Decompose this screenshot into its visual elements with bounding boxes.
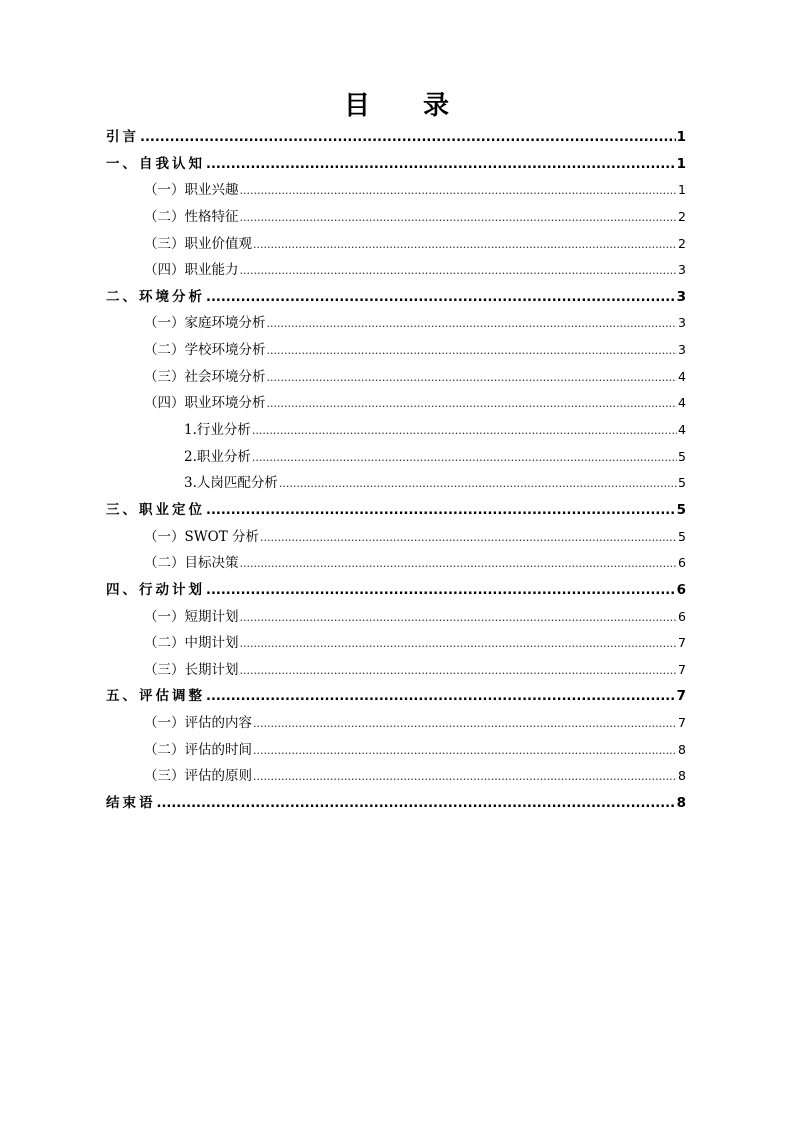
toc-entry-page-number: 3 — [676, 288, 686, 305]
table-of-contents — [106, 124, 686, 817]
toc-entry-label: 四、行动计划 — [106, 581, 205, 598]
toc-entry-level1[interactable] — [106, 683, 686, 710]
dot-leader — [240, 178, 678, 205]
toc-entry-page-number: 7 — [678, 635, 686, 651]
toc-entry-level1[interactable] — [106, 497, 686, 524]
toc-entry-label: （二）学校环境分析 — [144, 342, 266, 359]
toc-entry-page-number: 2 — [678, 235, 686, 251]
page-title: 目 录 — [343, 91, 472, 121]
toc-entry-level2[interactable] — [106, 337, 686, 364]
toc-entry-page-number: 1 — [676, 129, 686, 145]
toc-entry-label: 1.行业分析 — [184, 422, 251, 439]
dot-leader — [253, 764, 677, 791]
toc-entry-page-number: 4 — [678, 395, 686, 411]
dot-leader — [206, 152, 676, 179]
toc-entry-level2[interactable] — [106, 257, 686, 284]
dot-leader — [206, 578, 676, 605]
toc-entry-level1[interactable] — [106, 284, 686, 311]
toc-entry-label: （一）SWOT 分析 — [144, 528, 259, 545]
toc-entry-level2[interactable] — [106, 231, 686, 258]
toc-entry-page-number: 5 — [678, 448, 686, 464]
toc-entry-page-number: 1 — [678, 182, 686, 198]
toc-entry-level3[interactable] — [106, 470, 686, 497]
toc-entry-page-number: 2 — [678, 208, 686, 224]
toc-entry-label: （一）职业兴趣 — [144, 182, 239, 199]
dot-leader — [260, 525, 677, 552]
toc-entry-page-number: 8 — [678, 741, 686, 757]
toc-entry-label: 五、评估调整 — [106, 688, 205, 705]
dot-leader — [267, 338, 678, 365]
toc-entry-level3[interactable] — [106, 444, 686, 471]
toc-entry-level1[interactable] — [106, 124, 686, 151]
toc-entry-page-number: 3 — [678, 315, 686, 331]
toc-entry-page-number: 3 — [678, 262, 686, 278]
dot-leader — [240, 258, 678, 285]
toc-entry-label: （四）职业环境分析 — [144, 395, 266, 412]
toc-entry-label: 一、自我认知 — [106, 155, 205, 172]
toc-entry-page-number: 4 — [678, 368, 686, 384]
dot-leader — [267, 365, 678, 392]
toc-entry-page-number: 8 — [678, 768, 686, 784]
toc-entry-page-number: 5 — [678, 528, 686, 544]
toc-entry-level1[interactable] — [106, 151, 686, 178]
toc-entry-level1[interactable] — [106, 790, 686, 817]
dot-leader — [240, 631, 678, 658]
toc-entry-page-number: 1 — [676, 155, 686, 172]
toc-entry-page-number: 8 — [676, 795, 686, 812]
toc-entry-page-number: 7 — [678, 715, 686, 731]
dot-leader — [253, 711, 677, 738]
toc-entry-label: （四）职业能力 — [144, 262, 239, 279]
toc-entry-label: （一）评估的内容 — [144, 715, 252, 732]
toc-entry-label: （二）中期计划 — [144, 635, 239, 652]
toc-entry-level2[interactable] — [106, 550, 686, 577]
toc-entry-level3[interactable] — [106, 417, 686, 444]
dot-leader — [252, 418, 677, 445]
toc-entry-label: （一）短期计划 — [144, 608, 239, 625]
toc-entry-label: （二）性格特征 — [144, 208, 239, 225]
toc-entry-page-number: 6 — [678, 555, 686, 571]
toc-entry-page-number: 5 — [676, 501, 686, 518]
toc-entry-level2[interactable] — [106, 737, 686, 764]
dot-leader — [206, 498, 676, 525]
toc-entry-page-number: 4 — [678, 422, 686, 438]
dot-leader — [240, 658, 678, 685]
dot-leader — [253, 232, 677, 259]
toc-entry-label: 三、职业定位 — [106, 501, 205, 518]
toc-entry-label: 引言 — [106, 129, 139, 145]
toc-entry-level2[interactable] — [106, 710, 686, 737]
toc-entry-level2[interactable] — [106, 630, 686, 657]
toc-entry-level1[interactable] — [106, 577, 686, 604]
toc-entry-label: 结束语 — [106, 795, 156, 812]
toc-entry-label: 3.人岗匹配分析 — [184, 475, 278, 492]
dot-leader — [240, 205, 678, 232]
toc-entry-label: （二）评估的时间 — [144, 741, 252, 758]
toc-entry-page-number: 5 — [678, 475, 686, 491]
toc-entry-page-number: 6 — [678, 608, 686, 624]
dot-leader — [252, 445, 677, 472]
toc-entry-label: 二、环境分析 — [106, 288, 205, 305]
toc-entry-label: （二）目标决策 — [144, 555, 239, 572]
toc-entry-level2[interactable] — [106, 204, 686, 231]
toc-entry-level2[interactable] — [106, 177, 686, 204]
toc-entry-level2[interactable] — [106, 390, 686, 417]
toc-entry-page-number: 6 — [676, 581, 686, 598]
toc-entry-label: 2.职业分析 — [184, 448, 251, 465]
toc-entry-label: （三）职业价值观 — [144, 235, 252, 252]
dot-leader — [279, 471, 677, 498]
toc-entry-label: （三）社会环境分析 — [144, 368, 266, 385]
toc-entry-level2[interactable] — [106, 763, 686, 790]
toc-entry-level2[interactable] — [106, 657, 686, 684]
toc-entry-level2[interactable] — [106, 310, 686, 337]
dot-leader — [267, 391, 678, 418]
dot-leader — [206, 285, 676, 312]
toc-entry-level2[interactable] — [106, 524, 686, 551]
dot-leader — [140, 125, 676, 152]
dot-leader — [240, 605, 678, 632]
toc-entry-level2[interactable] — [106, 604, 686, 631]
toc-entry-label: （三）长期计划 — [144, 661, 239, 678]
dot-leader — [240, 551, 678, 578]
toc-entry-page-number: 7 — [678, 661, 686, 677]
dot-leader — [206, 684, 676, 711]
dot-leader — [267, 311, 678, 338]
toc-entry-label: （一）家庭环境分析 — [144, 315, 266, 332]
toc-entry-label: （三）评估的原则 — [144, 768, 252, 785]
dot-leader — [253, 738, 677, 765]
toc-entry-level2[interactable] — [106, 364, 686, 391]
toc-entry-page-number: 7 — [676, 688, 686, 705]
toc-entry-page-number: 3 — [678, 342, 686, 358]
dot-leader — [157, 791, 676, 818]
